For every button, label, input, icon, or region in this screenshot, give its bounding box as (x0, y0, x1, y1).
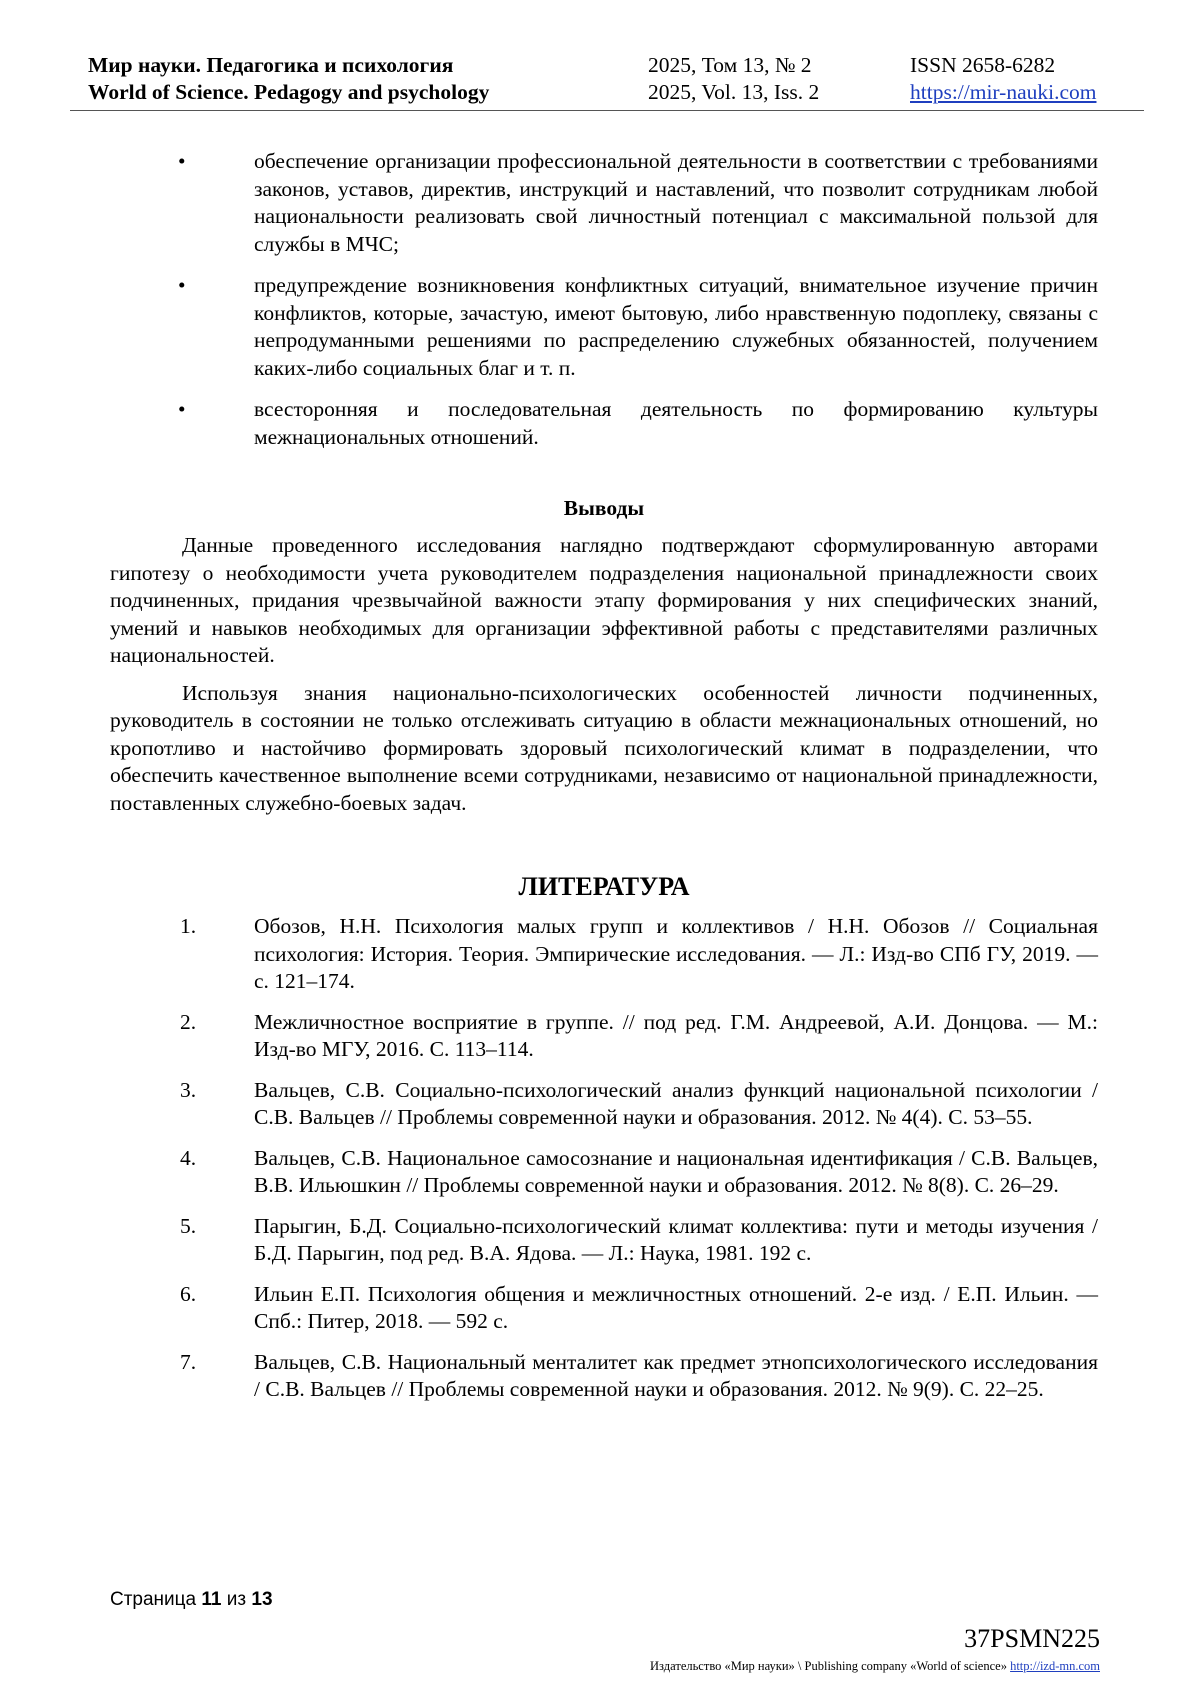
page-current: 11 (201, 1589, 222, 1610)
reference-number: 5. (180, 1213, 197, 1238)
page-header (88, 52, 1132, 110)
reference-number: 1. (180, 914, 197, 938)
reference-item (110, 913, 1098, 996)
issue-en: 2025, Vol. 13, Iss. 2 (648, 80, 820, 104)
reference-number: 3. (180, 1077, 197, 1102)
bullet-dot: • (178, 149, 186, 173)
bullet-dot: • (178, 397, 186, 421)
reference-item (110, 1145, 1098, 1200)
publisher-line (650, 1658, 1100, 1674)
article-code: 37PSMN225 (964, 1624, 1100, 1653)
reference-item (110, 1281, 1098, 1336)
page-of: из (226, 1589, 247, 1610)
reference-item (110, 1349, 1098, 1404)
bullet-item (110, 148, 1098, 258)
reference-item (110, 1009, 1098, 1064)
bullet-text: обеспечение организации профессиональной деятельности в соответствии с требованиями законов, уставов, директив, инструкций и наставлений, что позволит сотрудникам любой национальности реализовать свой личностный потенциал с максимальной пользой для службы в МЧС; (254, 149, 1098, 256)
publisher-link[interactable]: http://izd-mn.com (1010, 1659, 1100, 1673)
bullet-text: всесторонняя и последовательная деятельность по формированию культуры межнациональных отношений. (254, 397, 1098, 449)
reference-text: Обозов, Н.Н. Психология малых групп и коллективов / Н.Н. Обозов // Социальная психология: История. Теория. Эмпирические исследования. — Л.: Изд-во СПб ГУ, 2019. — с. 121–174. (254, 914, 1098, 993)
journal-title-en: World of Science. Pedagogy and psychology (88, 80, 490, 104)
bullet-item (110, 272, 1098, 382)
journal-site (910, 79, 1096, 106)
bullet-text: предупреждение возникновения конфликтных ситуаций, внимательное изучение причин конфликтов, которые, зачастую, имеют бытовую, либо нравственную подоплеку, связаны с непродуманными решениями по распределению служебных обязанностей, получением каких-либо социальных благ и т. п. (254, 273, 1098, 380)
conclusions-paragraph: Используя знания национально-психологических особенностей личности подчиненных, руководитель в состоянии не только отслеживать ситуацию в области межнациональных отношений, но кропотливо и настойчиво формировать здоровый психологический климат в подразделении, что обеспечить качественное выполнение всеми сотрудниками, независимо от национальной принадлежности, поставленных служебно-боевых задач. (110, 680, 1098, 815)
page-content (110, 148, 1098, 1417)
header-divider (70, 110, 1144, 111)
reference-list (110, 913, 1098, 1404)
reference-number: 4. (180, 1145, 197, 1170)
page-word: Страница (110, 1589, 197, 1610)
reference-number: 6. (180, 1281, 197, 1306)
publisher-name: Издательство «Мир науки» \ Publishing company «World of science» (650, 1659, 1007, 1673)
reference-text: Вальцев, С.В. Национальный менталитет как предмет этнопсихологического исследования / С.В. Вальцев // Проблемы современной науки и образования. 2012. № 9(9). С. 22–25. (254, 1349, 1098, 1401)
page-total: 13 (251, 1589, 273, 1610)
conclusions-paragraph: Данные проведенного исследования наглядно подтверждают сформулированную авторами гипотезу о необходимости учета руководителем подразделения национальной принадлежности своих подчиненных, придания чрезвычайной важности этапу формирования у них специфических знаний, умений и навыков необходимых для организации эффективной работы с представителями различных национальностей. (110, 533, 1098, 667)
journal-title-ru: Мир науки. Педагогика и психология (88, 53, 454, 77)
reference-text: Парыгин, Б.Д. Социально-психологический климат коллектива: пути и методы изучения / Б.Д. Парыгин, под ред. В.А. Ядова. — Л.: Наука, 1981. 192 с. (254, 1213, 1098, 1265)
bullet-dot: • (178, 273, 186, 297)
bullet-list (110, 148, 1098, 451)
reference-item (110, 1077, 1098, 1132)
journal-site-link[interactable]: https://mir-nauki.com (910, 80, 1097, 104)
reference-text: Вальцев, С.В. Национальное самосознание и национальная идентификация / С.В. Вальцев, В.В. Ильюшкин // Проблемы современной науки и образования. 2012. № 8(8). С. 26–29. (254, 1145, 1098, 1197)
bullet-item (110, 396, 1098, 451)
literature-heading: ЛИТЕРАТУРА (518, 872, 690, 901)
reference-number: 7. (180, 1349, 197, 1374)
reference-text: Межличностное восприятие в группе. // под ред. Г.М. Андреевой, А.И. Донцова. — М.: Изд-во МГУ, 2016. С. 113–114. (254, 1009, 1098, 1061)
page-counter (110, 1588, 273, 1612)
issue-ru: 2025, Том 13, № 2 (648, 53, 812, 77)
reference-text: Вальцев, С.В. Социально-психологический анализ функций национальной психологии / С.В. Вальцев // Проблемы современной науки и образования. 2012. № 4(4). С. 53–55. (254, 1077, 1098, 1129)
conclusions-heading: Выводы (563, 496, 645, 520)
issn: ISSN 2658-6282 (910, 53, 1056, 77)
reference-item (110, 1213, 1098, 1268)
reference-text: Ильин Е.П. Психология общения и межличностных отношений. 2-е изд. / Е.П. Ильин. — Спб.: Питер, 2018. — 592 с. (254, 1281, 1098, 1333)
reference-number: 2. (180, 1009, 197, 1034)
